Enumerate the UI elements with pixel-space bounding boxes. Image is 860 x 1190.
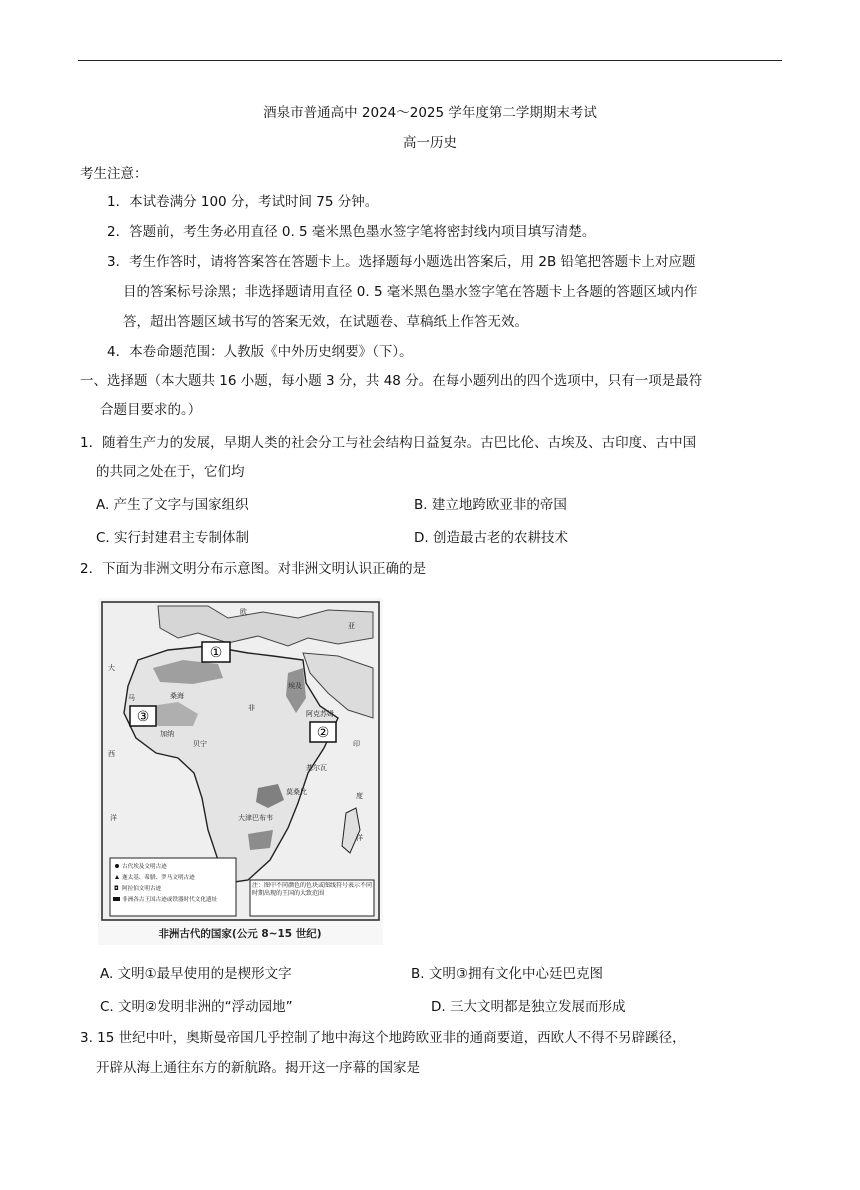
label-indian-3: 洋	[356, 834, 363, 842]
label-indian-2: 度	[356, 792, 363, 800]
notice-heading: 考生注意：	[80, 166, 148, 182]
exam-subject: 高一历史	[403, 135, 457, 151]
label-asia: 亚	[348, 622, 355, 630]
notice-item-2: 2．答题前，考生务必用直径 0. 5 毫米黑色墨水签字笔将密封线内项目填写清楚。	[107, 224, 596, 240]
q1-option-a: A. 产生了文字与国家组织	[96, 497, 249, 513]
notice-item-1: 1．本试卷满分 100 分，考试时间 75 分钟。	[107, 194, 379, 210]
map-caption: 非洲古代的国家(公元 8~15 世纪)	[158, 928, 322, 940]
notice-item-3-cont: 目的答案标号涂黑；非选择题请用直径 0. 5 毫米黑色墨水签字笔在答题卡上各题的答题区域内作	[123, 284, 698, 300]
marker-2: ②	[316, 725, 330, 741]
marker-1: ①	[209, 645, 223, 661]
label-kilwa: 基尔瓦	[306, 764, 327, 772]
marker-3: ③	[136, 709, 150, 725]
label-songhai: 桑海	[170, 692, 184, 700]
q3-stem: 3. 15 世纪中叶，奥斯曼帝国几乎控制了地中海这个地跨欧亚非的通商要道，西欧人不得不另辟蹊径，	[80, 1030, 686, 1046]
legend-bar-icon	[113, 897, 120, 901]
legend-item-2: 迦太基、希腊、罗马文明古迹	[122, 875, 195, 881]
label-africa: 非	[248, 704, 255, 712]
label-atlantic-2: 西	[108, 750, 115, 758]
label-atlantic-1: 大	[108, 664, 115, 672]
label-ghana: 加纳	[160, 730, 174, 738]
q2-stem: 2．下面为非洲文明分布示意图。对非洲文明认识正确的是	[80, 561, 427, 577]
label-egypt: 埃及	[288, 682, 302, 690]
q2-option-d: D. 三大文明都是独立发展而形成	[431, 999, 626, 1015]
q2-option-c: C. 文明②发明非洲的“浮动园地”	[100, 999, 293, 1015]
header-rule	[78, 60, 782, 61]
q1-option-c: C. 实行封建君主专制体制	[96, 530, 250, 546]
q3-stem-cont: 开辟从海上通往东方的新航路。揭开这一序幕的国家是	[96, 1060, 420, 1076]
label-great-zimbabwe: 大津巴布韦	[238, 814, 273, 822]
label-mozambique: 莫桑比	[286, 788, 307, 796]
notice-item-3-cont2: 答，超出答题区域书写的答案无效，在试题卷、草稿纸上作答无效。	[123, 314, 528, 330]
legend-item-4: 非洲各古王国古迹或铁器时代文化遗址	[122, 897, 218, 903]
label-indian-1: 印	[353, 740, 360, 748]
legend-item-3: 阿拉伯文明古迹	[122, 886, 162, 892]
label-europe: 欧	[240, 608, 247, 616]
label-mali: 马	[128, 694, 135, 702]
legend-arabic-icon: ◘	[114, 885, 119, 892]
q2-option-b: B. 文明③拥有文化中心廷巴克图	[411, 966, 603, 982]
label-benin: 贝宁	[193, 740, 207, 748]
notice-item-3: 3．考生作答时，请将答案答在答题卡上。选择题每小题选出答案后，用 2B 铅笔把答题卡上对应题	[107, 254, 696, 270]
legend-item-1: 古代埃及文明古迹	[122, 864, 167, 870]
section-heading: 一、选择题（本大题共 16 小题，每小题 3 分，共 48 分。在每小题列出的四个选项中，只有一项是最符	[80, 373, 703, 389]
africa-map-figure	[98, 598, 383, 945]
q1-option-b: B. 建立地跨欧亚非的帝国	[414, 497, 567, 513]
q1-stem: 1．随着生产力的发展，早期人类的社会分工与社会结构日益复杂。古巴比伦、古埃及、古印度、古中国	[80, 435, 697, 451]
label-aksum: 阿克苏姆	[306, 710, 334, 718]
label-atlantic-3: 洋	[110, 814, 117, 822]
notice-item-4: 4．本卷命题范围：人教版《中外历史纲要》（下）。	[107, 344, 413, 360]
map-note-text: 注：图中不同颜色的色块或图线符号表示不同时期出现的王国的大致范围	[252, 882, 372, 897]
section-heading-cont: 合题目要求的。）	[100, 402, 202, 418]
exam-title: 酒泉市普通高中 2024～2025 学年度第二学期期末考试	[263, 105, 597, 121]
q2-option-a: A. 文明①最早使用的是楔形文字	[100, 966, 292, 982]
q1-stem-cont: 的共同之处在于，它们均	[96, 464, 245, 480]
legend-dot-icon	[115, 864, 119, 868]
q1-option-d: D. 创造最古老的农耕技术	[414, 530, 568, 546]
